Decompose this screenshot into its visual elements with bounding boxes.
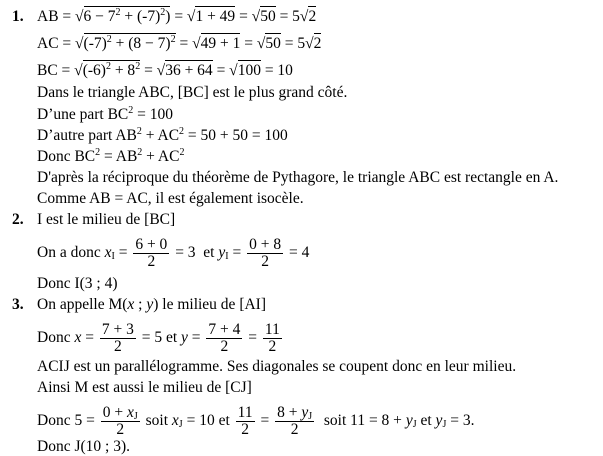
s1-line-4: Dans le triangle ABC, [BC] est le plus grand côté. xyxy=(37,84,348,101)
section-1-number: 1. xyxy=(12,8,24,25)
s2-line-2: On a donc $x_I$ = $\frac{6 + 0}{2}$ = 3 et $y_I$ = $\frac{0 + 8}{2}$ = 4 xyxy=(37,236,310,270)
s1-line-bc: BC = $√(-6)^2 + 8^2 = √36 + 64 = √100 = 10$ xyxy=(37,61,293,79)
s1-line-7: Donc $BC^2 = AB^2 + AC^2$ xyxy=(37,147,185,165)
s2-line-3: Donc I(3 ; 4) xyxy=(37,275,118,292)
s3-line-3: ACIJ est un parallélogramme. Ses diagonales se coupent donc en leur milieu. xyxy=(37,358,517,375)
s1-line-ab: AB = $√6 - 7^2 + (-7)^2) = √1 + 49 = √50 = 5√2$ xyxy=(37,7,317,25)
s1-line-ac: AC = $√(-7)^2 + (8 - 7)^2 = √49 + 1 = √50 = 5√2$ xyxy=(37,34,322,52)
s3-line-5: Donc 5 = $\frac{0 + x_J}{2}$ soit $x_J = 10$ et $\frac{11}{2}$ = $\frac{8 + y_J}{2}$ soit $11 = 8 + y_J$ et $y_J = 3$. xyxy=(37,404,475,438)
s3-line-2: Donc x = $\frac{7 + 3}{2}$ = 5 et y = $\frac{7 + 4}{2}$ = $\frac{11}{2}$ xyxy=(37,321,280,355)
s3-line-6: Donc J(10 ; 3). xyxy=(37,438,130,455)
s1-line-8: D'après la réciproque du théorème de Pythagore, le triangle ABC est rectangle en A. xyxy=(37,169,559,186)
section-2-number: 2. xyxy=(12,211,24,228)
s3-line-4: Ainsi M est aussi le milieu de [CJ] xyxy=(37,379,252,396)
s2-line-1: I est le milieu de [BC] xyxy=(37,211,176,228)
s1-line-5: D’une part $BC^2 = 100$ xyxy=(37,105,174,123)
section-3-number: 3. xyxy=(12,296,24,313)
s1-line-9: Comme AB = AC, il est également isocèle. xyxy=(37,190,304,207)
s3-line-1: On appelle M(x ; y) le milieu de [AI] xyxy=(37,296,266,313)
s1-line-6: D’autre part $AB^2 + AC^2 = 50 + 50 = 100$ xyxy=(37,126,288,144)
